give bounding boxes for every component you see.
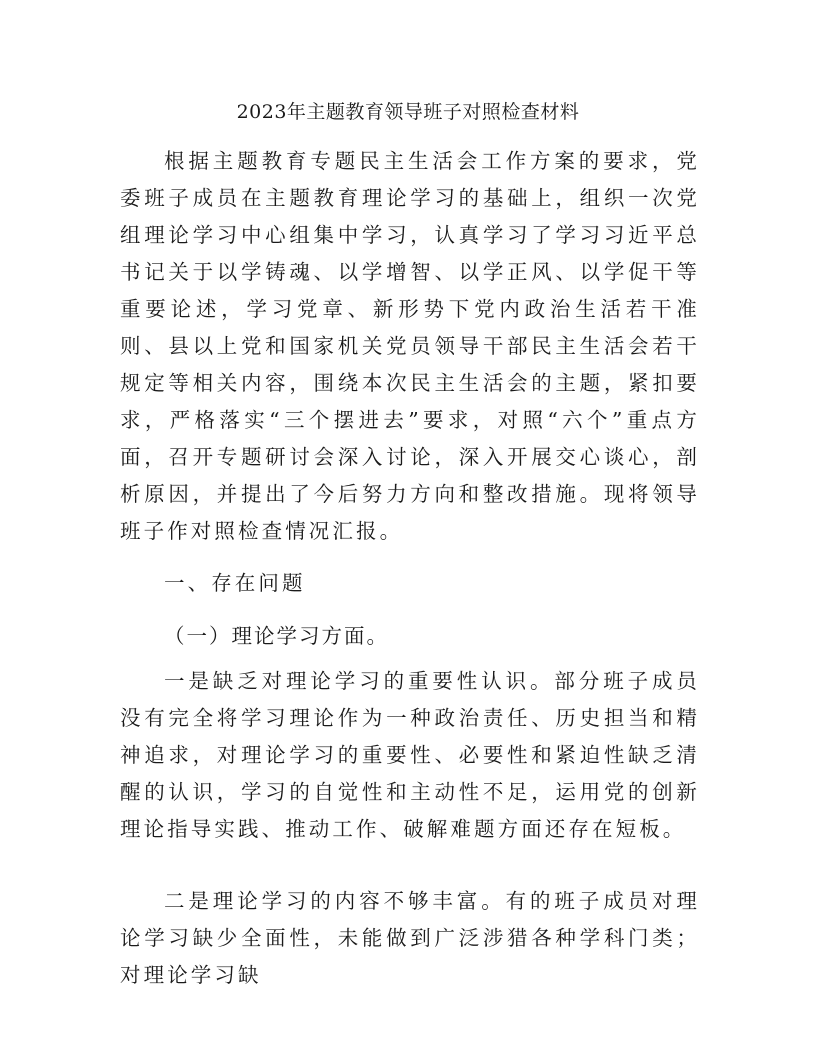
body-paragraph-one: 一是缺乏对理论学习的重要性认识。部分班子成员没有完全将学习理论作为一种政治责任、历史担当和精神追求，对理论学习的重要性、必要性和紧迫性缺乏清醒的认识，学习的自觉性和主动性不足，运用党的创新理论指导实践、推动工作、破解难题方面还存在短板。 (120, 669, 700, 841)
document-title: 2023年主题教育领导班子对照检查材料 (236, 101, 580, 123)
section-heading: 一、存在问题 (164, 571, 306, 595)
subsection-heading: （一）理论学习方面。 (164, 624, 389, 648)
intro-paragraph: 根据主题教育专题民主生活会工作方案的要求，党委班子成员在主题教育理论学习的基础上，组织一次党组理论学习中心组集中学习，认真学习了学习习近平总书记关于以学铸魂、以学增智、以学正风、以学促干等重要论述，学习党章、新形势下党内政治生活若干准则、县以上党和国家机关党员领导干部民主生活会若干规定等相关内容，围绕本次民主生活会的主题，紧扣要求，严格落实“三个摆进去”要求，对照“六个”重点方面，召开专题研讨会深入讨论，深入开展交心谈心，剖析原因，并提出了今后努力方向和整改措施。现将领导班子作对照检查情况汇报。 (120, 149, 700, 543)
body-paragraph-two: 二是理论学习的内容不够丰富。有的班子成员对理论学习缺少全面性，未能做到广泛涉猎各种学科门类；对理论学习缺 (120, 889, 700, 987)
